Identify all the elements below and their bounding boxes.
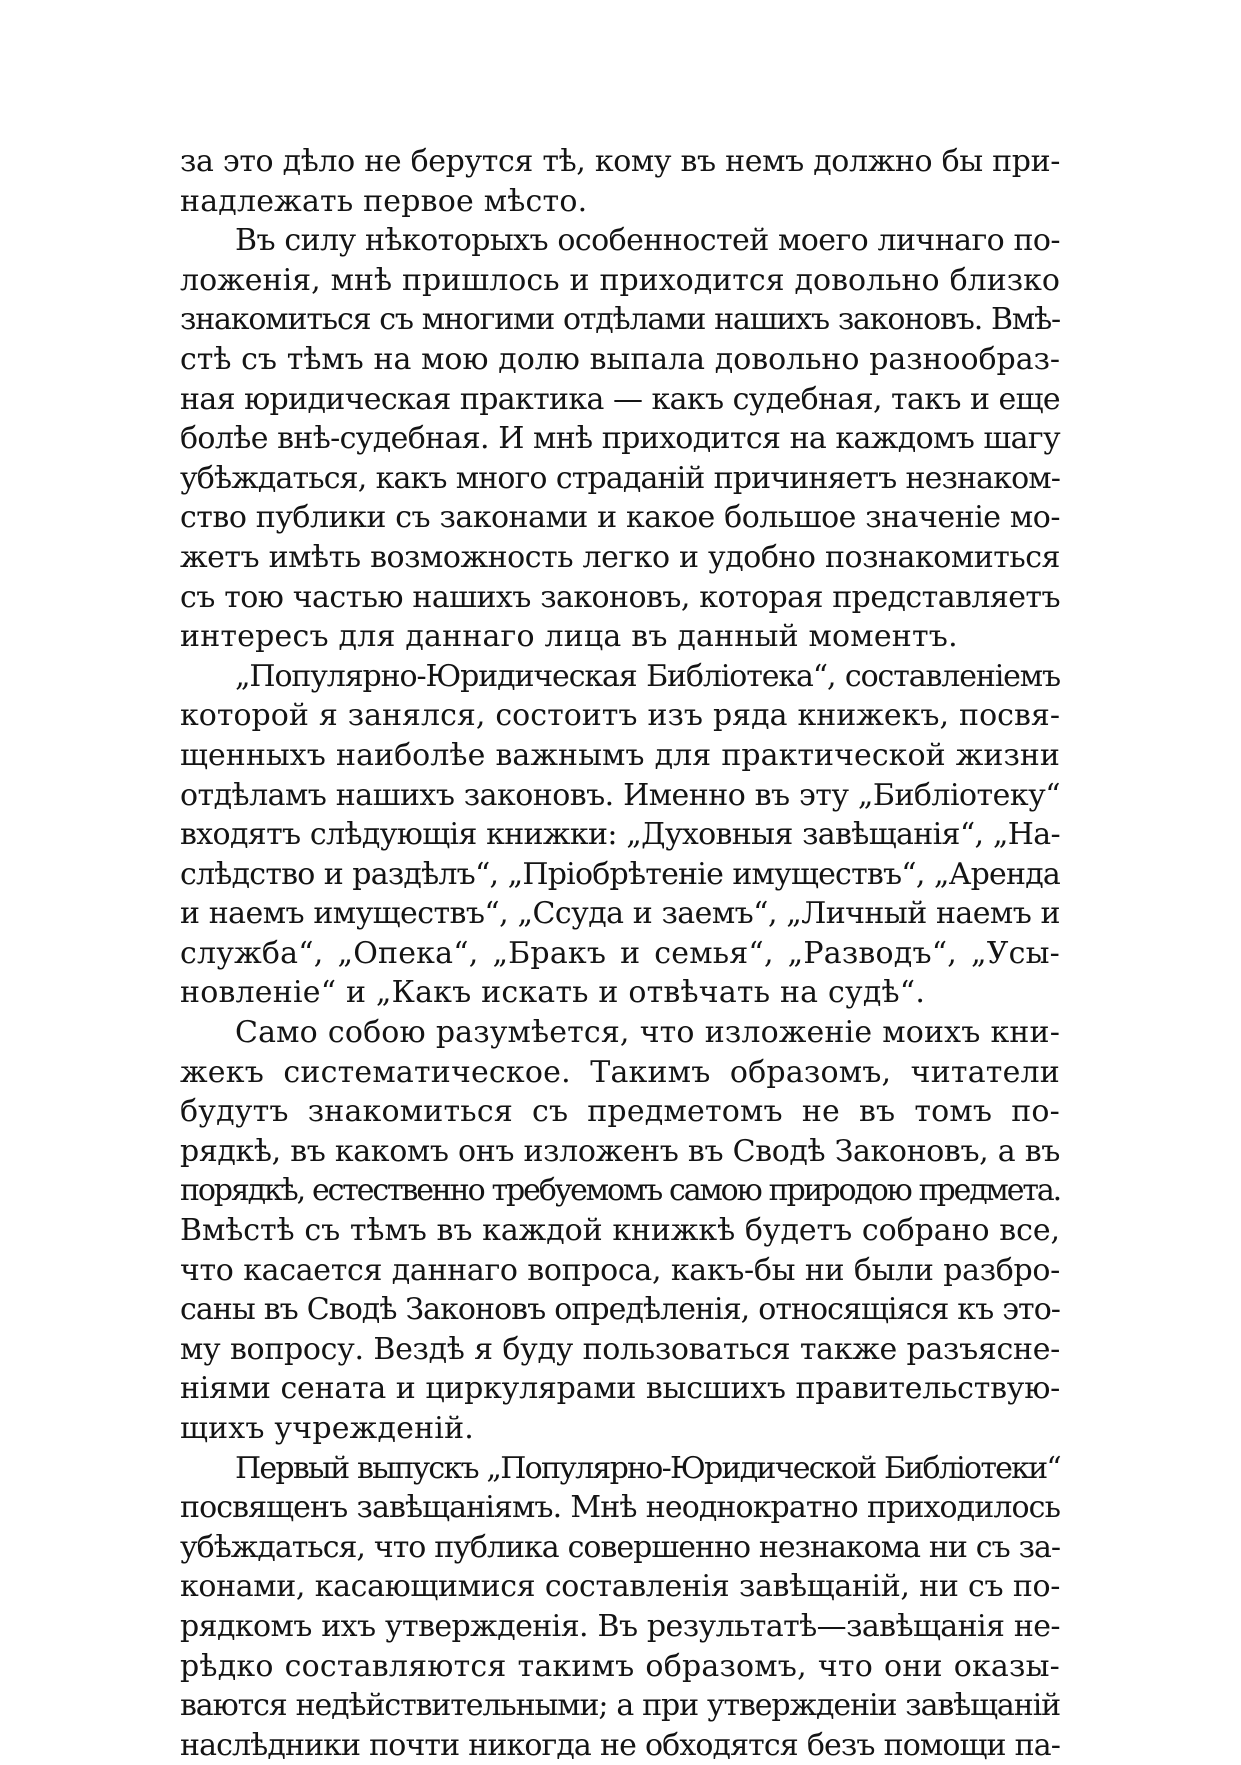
text-line: рядкѣ, въ какомъ онъ изложенъ въ Сводѣ Законовъ, а въ [180,1133,1060,1169]
text-line: ложенія, мнѣ пришлось и приходится довольно близко [180,262,1060,298]
text-line: слѣдство и раздѣлъ“, „Пріобрѣтеніе имуществъ“, „Аренда [180,856,1060,892]
text-line: посвященъ завѣщаніямъ. Мнѣ неоднократно приходилось [180,1490,1060,1526]
text-line: жекъ систематическое. Такимъ образомъ, читатели [180,1054,1060,1090]
text-line: надлежать первое мѣсто. [180,183,588,219]
text-line: отдѣламъ нашихъ законовъ. Именно въ эту „Библіотеку“ [180,777,1060,813]
text-line: рядкомъ ихъ утвержденія. Въ результатѣ—завѣщанія не- [180,1608,1060,1644]
text-line: ваются недѣйствительными; а при утвержденіи завѣщаній [180,1688,1060,1724]
text-line: рѣдко составляются такимъ образомъ, что они оказы- [180,1648,1060,1684]
text-line: ніями сената и циркулярами высшихъ правительствую- [180,1371,1060,1407]
text-line: порядкѣ, естественно требуемомъ самою природою предмета. [180,1173,1060,1209]
text-line: входятъ слѣдующія книжки: „Духовныя завѣщанія“, „На- [180,817,1060,853]
text-line: ство публики съ законами и какое большое значеніе мо- [180,500,1060,536]
text-line: и наемъ имуществъ“, „Ссуда и заемъ“, „Личный наемъ и [180,896,1060,932]
text-line: наслѣдники почти никогда не обходятся безъ помощи па- [180,1727,1060,1763]
text-line: ная юридическая практика — какъ судебная, такъ и еще [180,381,1060,417]
text-line: убѣждаться, какъ много страданій причиняетъ незнаком- [180,460,1060,496]
text-line: будутъ знакомиться съ предметомъ не въ томъ по- [180,1094,1060,1130]
text-line: конами, касающимися составленія завѣщаній, ни съ по- [180,1569,1060,1605]
text-line: за это дѣло не берутся тѣ, кому въ немъ должно бы при- [180,144,1060,179]
text-line: му вопросу. Вездѣ я буду пользоваться также разъясне- [180,1331,1060,1367]
text-line: щихъ учрежденій. [180,1411,475,1446]
text-line: которой я занялся, состоитъ изъ ряда книжекъ, посвя- [180,698,1060,734]
text-line: саны въ Сводѣ Законовъ опредѣленія, относящіяся къ это- [180,1292,1060,1328]
text-line: щенныхъ наиболѣе важнымъ для практической жизни [180,737,1060,773]
text-line: интересъ для даннаго лица въ данный моментъ. [180,619,958,655]
text-line: жетъ имѣть возможность легко и удобно познакомиться [180,539,1060,575]
body-text [180,142,1060,1765]
text-line: служба“, „Опека“, „Бракъ и семья“, „Разводъ“, „Усы- [180,935,1060,971]
text-line: знакомиться съ многими отдѣлами нашихъ законовъ. Вмѣ- [180,302,1060,338]
text-line: Въ силу нѣкоторыхъ особенностей моего личнаго по- [235,223,1060,259]
text-line: Первый выпускъ „Популярно-Юридической Библіотеки“ [235,1450,1060,1486]
text-line: убѣждаться, что публика совершенно незнакома ни съ за- [180,1529,1060,1565]
text-line: новленіе“ и „Какъ искать и отвѣчать на судѣ“. [180,975,926,1011]
text-line: Вмѣстѣ съ тѣмъ въ каждой книжкѣ будетъ собрано все, [180,1213,1060,1249]
text-line: что касается даннаго вопроса, какъ-бы ни были разбро- [180,1252,1060,1288]
text-line: съ тою частью нашихъ законовъ, которая представляетъ [180,579,1060,615]
text-line: болѣе внѣ-судебная. И мнѣ приходится на каждомъ шагу [180,421,1060,457]
text-line: Само собою разумѣется, что изложеніе моихъ кни- [235,1015,1060,1051]
text-line: „Популярно-Юридическая Библіотека“, составленіемъ [235,658,1060,694]
text-line: стѣ съ тѣмъ на мою долю выпала довольно разнообраз- [180,341,1060,377]
